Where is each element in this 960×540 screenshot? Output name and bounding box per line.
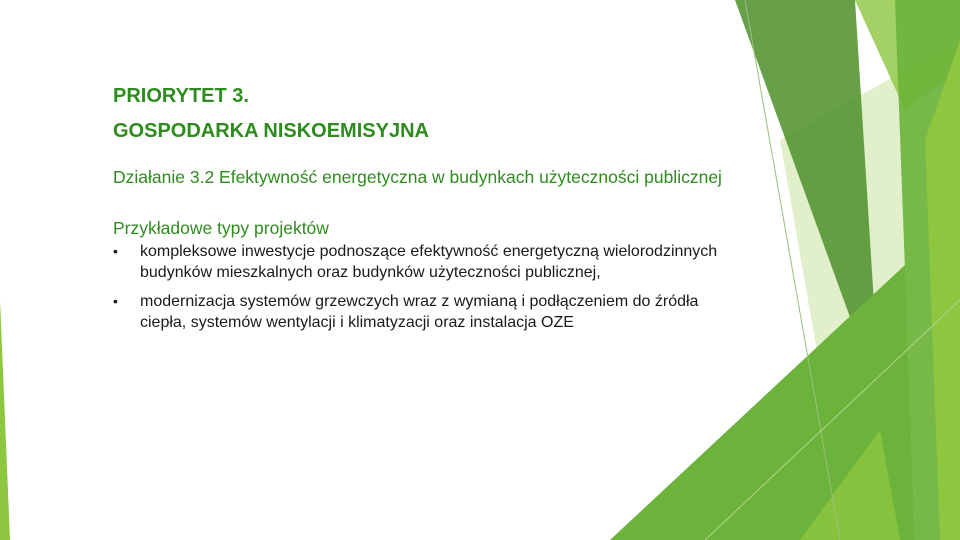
action-heading: Działanie 3.2 Efektywność energetyczna w budynkach użyteczności publicznej	[113, 167, 722, 187]
list-item-text: modernizacja systemów grzewczych wraz z wymianą i podłączeniem do źródła ciepła, systemów wentylacji i klimatyzacji oraz instalacja OZE	[140, 293, 699, 331]
project-types-list	[113, 241, 733, 333]
list-item	[113, 291, 733, 333]
slide-title-subject: GOSPODARKA NISKOEMISYJNA	[113, 120, 429, 142]
bullet-icon: •	[113, 293, 118, 309]
list-item	[113, 241, 733, 283]
slide-content	[113, 84, 753, 341]
list-item-text: kompleksowe inwestycje podnoszące efektywność energetyczną wielorodzinnych budynków mieszkalnych oraz budynków użyteczności publicznej,	[140, 243, 718, 281]
bullet-icon: •	[113, 243, 118, 259]
section-heading: Przykładowe typy projektów	[113, 218, 329, 238]
slide-title-priority: PRIORYTET 3.	[113, 85, 249, 107]
deco-left-sliver	[0, 300, 10, 540]
